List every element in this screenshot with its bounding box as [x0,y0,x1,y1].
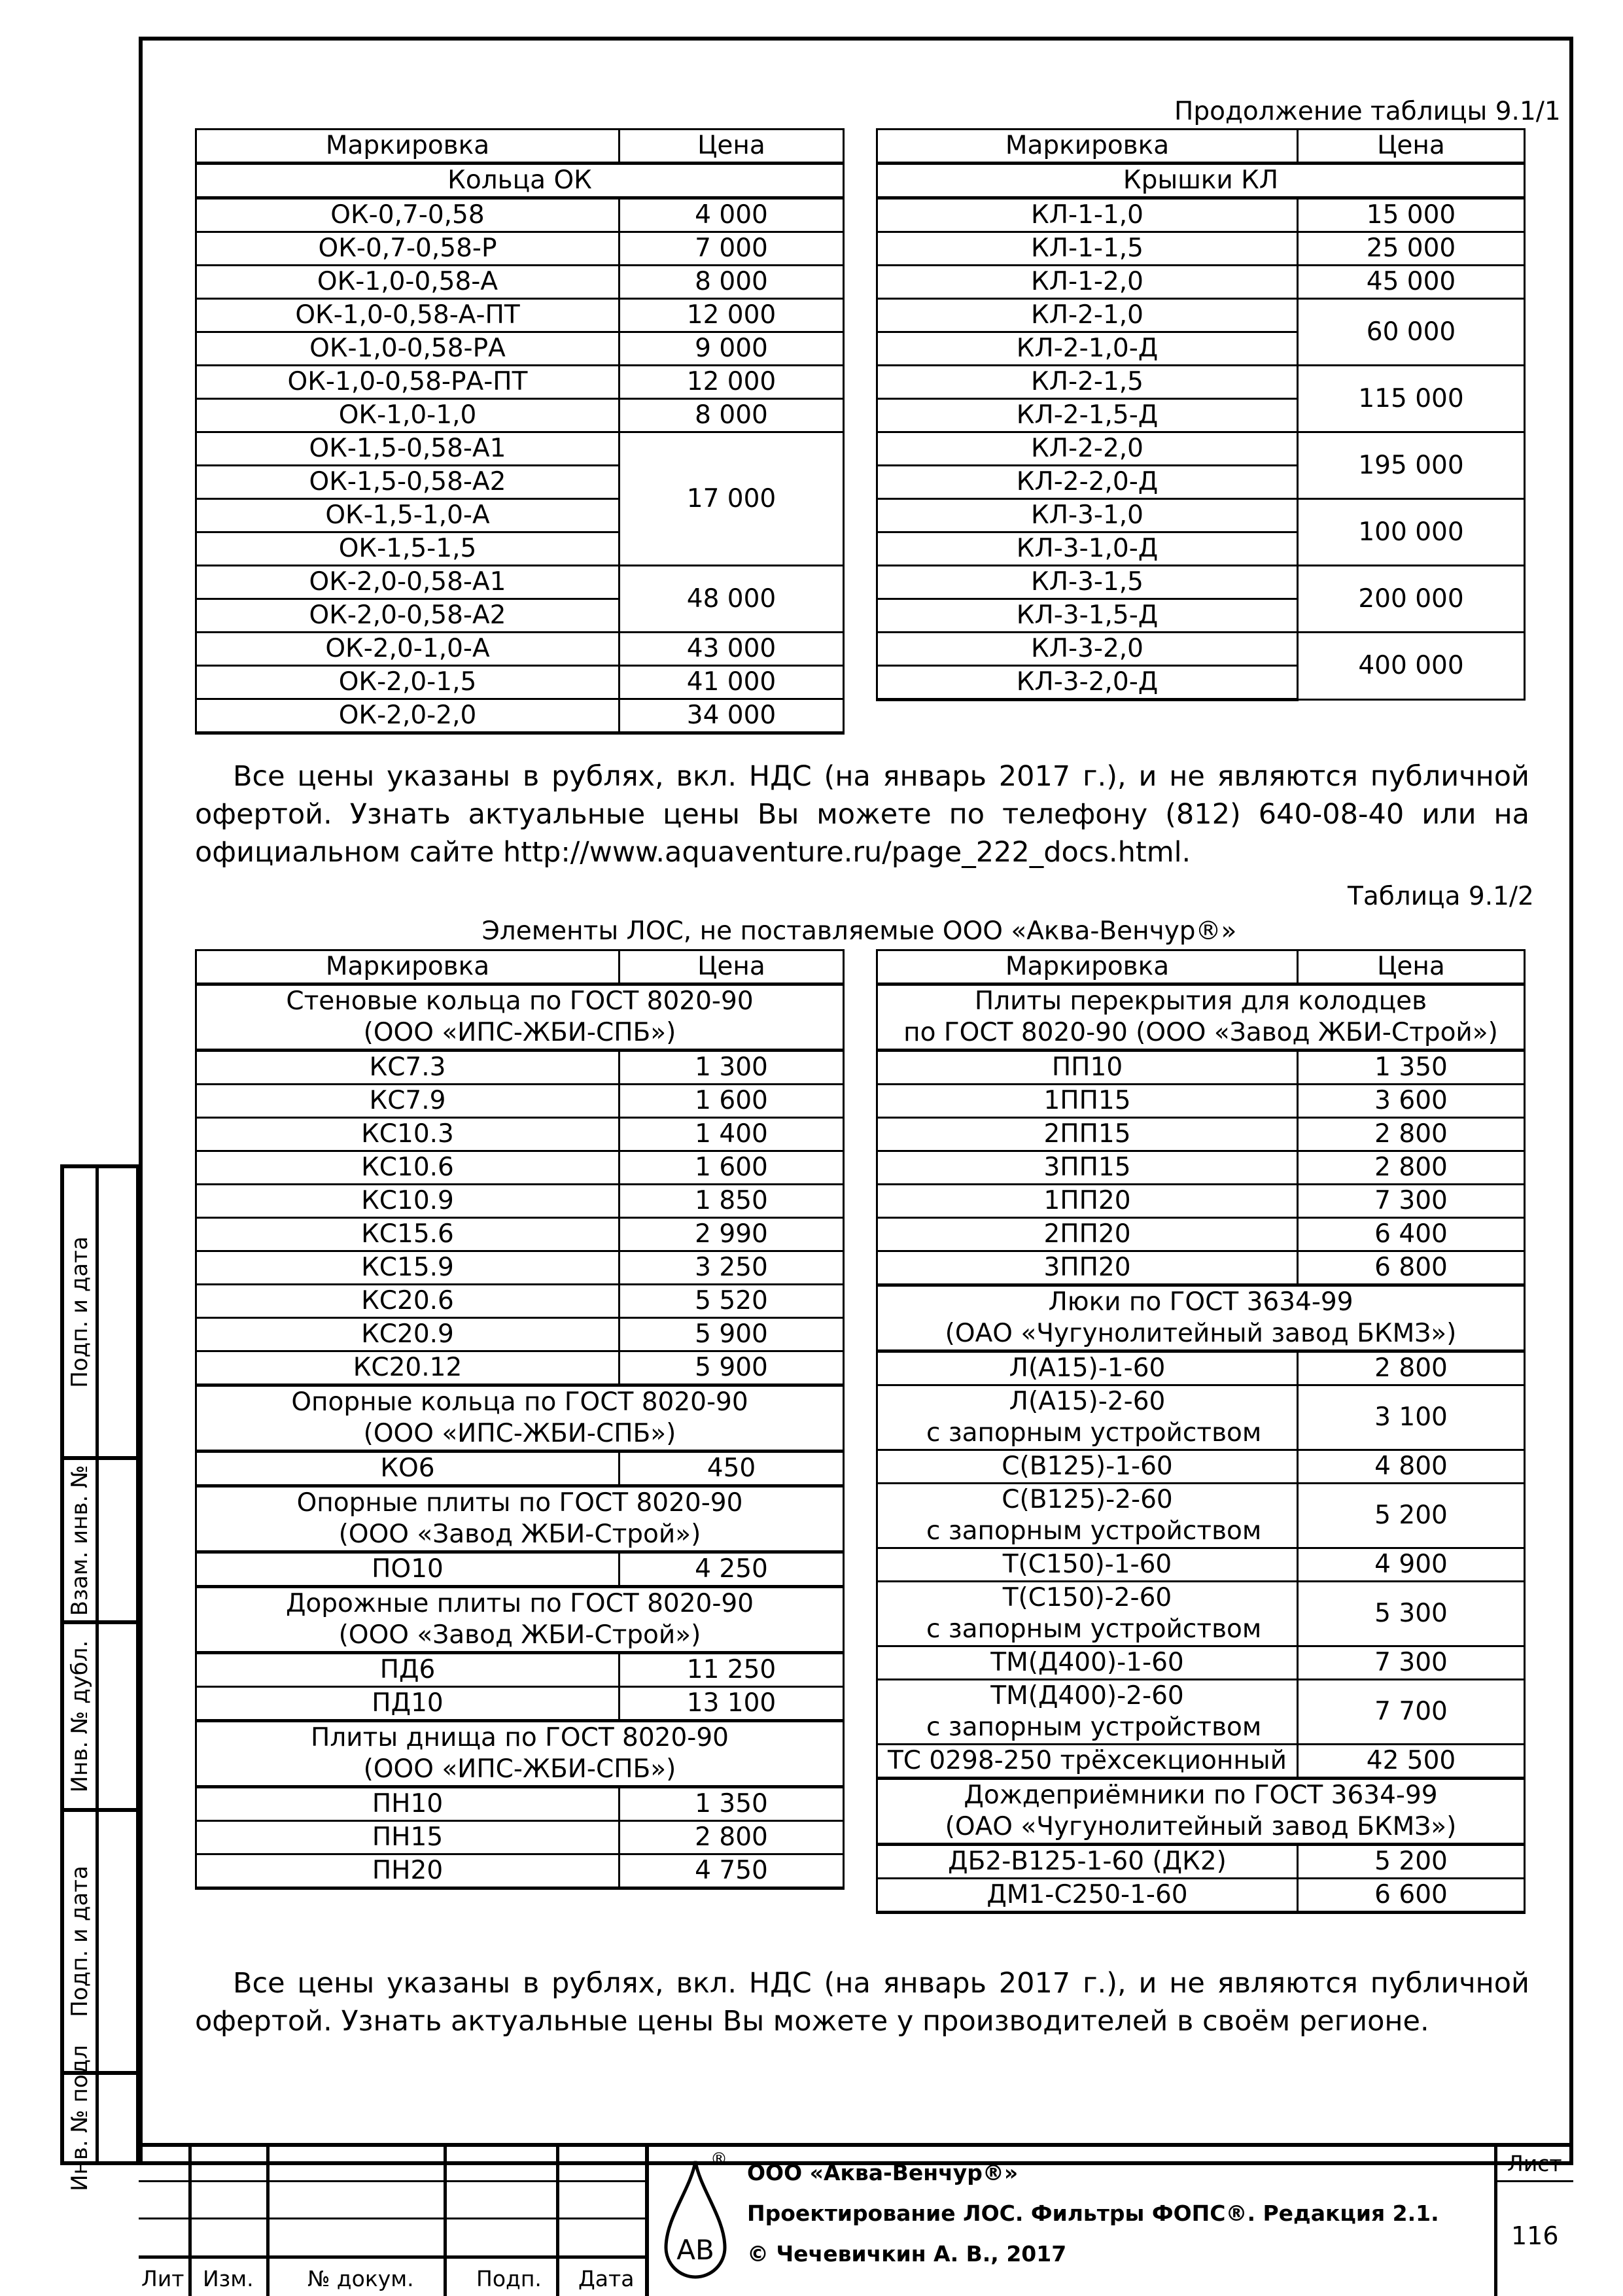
marking-cell: ОК-2,0-1,5 [196,666,620,699]
marking-cell: 3ПП20 [877,1251,1298,1285]
title-block-row-line [139,2255,646,2259]
price-cell: 9 000 [620,332,844,366]
marking-cell: ПП10 [877,1051,1298,1085]
section-row [877,164,1525,198]
side-stamp-sign-date-2 [60,1808,140,2075]
price-cell: 5 300 [1298,1582,1525,1646]
marking-cell: ОК-0,7-0,58 [196,198,620,232]
marking-cell: КС15.9 [196,1251,620,1285]
section-row [196,1486,844,1552]
marking-cell: КЛ-2-2,0 [877,432,1298,466]
header-price: Цена [1298,130,1525,164]
title-block-col-line [1494,2143,1497,2296]
table-row [877,566,1525,599]
price-cell: 25 000 [1298,232,1525,266]
table-row [196,1218,844,1251]
marking-cell: Т(С150)-1-60 [877,1548,1298,1582]
title-block-row-line [1494,2180,1573,2182]
marking-cell: КЛ-2-1,5-Д [877,399,1298,432]
marking-cell: ТС 0298-250 трёхсекционный [877,1745,1298,1779]
side-stamp-label: Инв. № дубл. [67,1640,93,1792]
price-cell: 42 500 [1298,1745,1525,1779]
table-row [877,1745,1525,1779]
price-cell: 8 000 [620,399,844,432]
table-row [877,633,1525,666]
marking-cell: ОК-0,7-0,58-Р [196,232,620,266]
marking-cell: ДМ1-С250-1-60 [877,1879,1298,1913]
marking-cell: КЛ-3-1,0 [877,499,1298,532]
marking-cell: КС20.6 [196,1285,620,1318]
table-row [877,1185,1525,1218]
table-row [877,1151,1525,1185]
section-row [877,984,1525,1051]
table-row [196,1653,844,1687]
side-stamp-sign-date [60,1164,140,1460]
price-cell: 2 800 [1298,1151,1525,1185]
side-stamp-orig-inv [60,2045,140,2191]
title-block-row-line [139,2180,646,2182]
table-row [196,232,844,266]
table-row [196,666,844,699]
table-row [877,366,1525,399]
price-cell: 4 250 [620,1552,844,1587]
table-row [877,499,1525,532]
marking-cell: ТМ(Д400)-1-60 [877,1646,1298,1680]
price-cell: 3 250 [620,1251,844,1285]
marking-cell: ПО10 [196,1552,620,1587]
price-cell: 2 800 [620,1821,844,1854]
marking-cell: ПН15 [196,1821,620,1854]
marking-cell: КЛ-3-1,5 [877,566,1298,599]
table-row [877,1879,1525,1913]
price-cell: 11 250 [620,1653,844,1687]
price-cell: 6 400 [1298,1218,1525,1251]
col-label-doc-number: № докум. [307,2266,414,2291]
marking-cell: КЛ-3-2,0-Д [877,666,1298,700]
table-elements-left [195,949,845,1890]
price-cell: 5 900 [620,1351,844,1385]
marking-cell: КС15.6 [196,1218,620,1251]
table-row [877,198,1525,232]
title-block-col-line [645,2143,649,2296]
price-note-1: Все цены указаны в рублях, вкл. НДС (на январь 2017 г.), и не являются публичной офертой. Узнать актуальные цены Вы можете по телефону (812) 640-08-40 или на официальном сайте http://www.aquaventure.ru/page_222_docs.html. [195,760,1529,869]
title-block-col-line [188,2143,192,2296]
table-continuation-caption: Продолжение таблицы 9.1/1 [1174,97,1561,126]
marking-cell: 2ПП20 [877,1218,1298,1251]
table-row [196,1787,844,1821]
marking-cell: КЛ-3-1,0-Д [877,532,1298,566]
title-block-top-line [139,2143,1573,2147]
marking-cell: КЛ-2-1,5 [877,366,1298,399]
price-cell: 2 990 [620,1218,844,1251]
table-row [196,1854,844,1888]
price-cell: 100 000 [1298,499,1525,566]
table-title: Элементы ЛОС, не поставляемые ООО «Аква-Венчур®» [481,916,1237,946]
side-stamp-label: Подп. и дата [67,1236,93,1388]
marking-cell: Л(А15)-2-60 с запорным устройством [877,1385,1298,1450]
marking-cell: ОК-1,0-0,58-А [196,266,620,299]
table-header-row [196,950,844,984]
marking-cell: С(В125)-2-60 с запорным устройством [877,1484,1298,1548]
marking-cell: ОК-1,0-0,58-А-ПТ [196,299,620,332]
table-row [877,1680,1525,1745]
section-row [196,1721,844,1787]
price-cell: 7 300 [1298,1185,1525,1218]
marking-cell: ОК-2,0-0,58-А2 [196,599,620,633]
table-elements-right [876,949,1526,1914]
price-cell: 60 000 [1298,299,1525,366]
aquaventure-logo-icon [659,2156,731,2287]
price-cell: 12 000 [620,366,844,399]
price-cell: 5 900 [620,1318,844,1351]
sheet-number: 116 [1511,2221,1559,2250]
table-row [196,566,844,599]
table-row [196,1285,844,1318]
price-cell: 4 750 [620,1854,844,1888]
marking-cell: КС7.9 [196,1085,620,1118]
table-row [196,1552,844,1587]
table-row [877,1118,1525,1151]
header-marking: Маркировка [877,950,1298,984]
price-cell: 13 100 [620,1687,844,1721]
price-cell: 4 900 [1298,1548,1525,1582]
price-cell: 115 000 [1298,366,1525,432]
project-title: Проектирование ЛОС. Фильтры ФОПС®. Редакция 2.1. [747,2200,1439,2226]
marking-cell: 3ПП15 [877,1151,1298,1185]
table-row [196,1151,844,1185]
price-cell: 4 800 [1298,1450,1525,1484]
table-row [877,432,1525,466]
section-title: Опорные кольца по ГОСТ 8020-90 (ООО «ИПС-ЖБИ-СПБ») [196,1385,844,1452]
marking-cell: КЛ-3-1,5-Д [877,599,1298,633]
marking-cell: ПД6 [196,1653,620,1687]
price-cell: 48 000 [620,566,844,633]
table-row [877,1051,1525,1085]
side-stamp-dup-inv [60,1620,140,1812]
marking-cell: КЛ-2-2,0-Д [877,466,1298,499]
copyright: © Чечевичкин А. В., 2017 [747,2241,1067,2267]
marking-cell: КЛ-1-1,5 [877,232,1298,266]
table-row [877,1484,1525,1548]
table-row [196,366,844,399]
table-row [877,1385,1525,1450]
table-row [196,332,844,366]
price-cell: 3 600 [1298,1085,1525,1118]
price-cell: 400 000 [1298,633,1525,700]
price-cell: 34 000 [620,699,844,733]
marking-cell: 1ПП20 [877,1185,1298,1218]
table-row [196,1185,844,1218]
section-title: Стеновые кольца по ГОСТ 8020-90 (ООО «ИПС-ЖБИ-СПБ») [196,984,844,1051]
section-title: Кольца ОК [196,164,844,198]
marking-cell: 1ПП15 [877,1085,1298,1118]
marking-cell: ОК-1,5-1,5 [196,532,620,566]
table-row [877,1251,1525,1285]
marking-cell: ПД10 [196,1687,620,1721]
price-cell: 1 350 [620,1787,844,1821]
price-cell: 6 800 [1298,1251,1525,1285]
price-cell: 3 100 [1298,1385,1525,1450]
table-header-row [877,130,1525,164]
side-stamp-label: Взам. инв. № [67,1465,93,1616]
marking-cell: КС7.3 [196,1051,620,1085]
marking-cell: ОК-1,0-0,58-РА-ПТ [196,366,620,399]
table-row [196,299,844,332]
table-covers-kl [876,128,1526,701]
price-cell: 7 000 [620,232,844,266]
marking-cell: ОК-2,0-1,0-А [196,633,620,666]
marking-cell: ТМ(Д400)-2-60 с запорным устройством [877,1680,1298,1745]
price-cell: 5 520 [620,1285,844,1318]
marking-cell: Л(А15)-1-60 [877,1351,1298,1385]
col-label-signature: Подп. [476,2266,542,2291]
table-row [196,266,844,299]
marking-cell: ОК-1,0-1,0 [196,399,620,432]
table-row [877,1646,1525,1680]
price-cell: 5 200 [1298,1484,1525,1548]
price-cell: 15 000 [1298,198,1525,232]
price-cell: 12 000 [620,299,844,332]
table-row [196,1251,844,1285]
table-header-row [877,950,1525,984]
table-row [877,1582,1525,1646]
marking-cell: ОК-1,0-0,58-РА [196,332,620,366]
table-row [196,1085,844,1118]
section-row [196,984,844,1051]
marking-cell: КС10.3 [196,1118,620,1151]
table-row [877,1845,1525,1879]
price-cell: 1 400 [620,1118,844,1151]
marking-cell: КО6 [196,1452,620,1486]
price-cell: 200 000 [1298,566,1525,633]
marking-cell: 2ПП15 [877,1118,1298,1151]
marking-cell: КЛ-2-1,0-Д [877,332,1298,366]
price-cell: 4 000 [620,198,844,232]
price-cell: 7 300 [1298,1646,1525,1680]
marking-cell: ДБ2-В125-1-60 (ДК2) [877,1845,1298,1879]
table-row [877,232,1525,266]
section-title: Дорожные плиты по ГОСТ 8020-90 (ООО «Завод ЖБИ-Строй») [196,1587,844,1653]
marking-cell: ОК-1,5-0,58-А2 [196,466,620,499]
logo-letters: АВ [676,2234,714,2266]
table-row [877,1351,1525,1385]
marking-cell: ОК-1,5-1,0-А [196,499,620,532]
price-cell: 1 850 [620,1185,844,1218]
section-title: Опорные плиты по ГОСТ 8020-90 (ООО «Завод ЖБИ-Строй») [196,1486,844,1552]
section-row [196,1385,844,1452]
marking-cell: КЛ-1-2,0 [877,266,1298,299]
marking-cell: ПН20 [196,1854,620,1888]
price-cell: 6 600 [1298,1879,1525,1913]
table-row [877,1450,1525,1484]
table-row [877,266,1525,299]
table-number: Таблица 9.1/2 [1348,882,1534,911]
table-row [196,1687,844,1721]
marking-cell: КЛ-3-2,0 [877,633,1298,666]
price-cell: 43 000 [620,633,844,666]
section-title: Плиты перекрытия для колодцев по ГОСТ 8020-90 (ООО «Завод ЖБИ-Строй») [877,984,1525,1051]
registered-mark-icon: ® [710,2149,727,2169]
price-cell: 17 000 [620,432,844,566]
col-label-change: Изм. [203,2266,254,2291]
table-row [877,1548,1525,1582]
table-rings-ok [195,128,845,735]
table-row [196,633,844,666]
title-block [139,2143,1573,2296]
table-header-row [196,130,844,164]
table-row [196,1051,844,1085]
section-row [877,1779,1525,1845]
marking-cell: ОК-2,0-2,0 [196,699,620,733]
table-row [196,1318,844,1351]
marking-cell: КЛ-2-1,0 [877,299,1298,332]
price-cell: 5 200 [1298,1845,1525,1879]
header-marking: Маркировка [877,130,1298,164]
price-cell: 450 [620,1452,844,1486]
price-note-2: Все цены указаны в рублях, вкл. НДС (на январь 2017 г.), и не являются публичной офертой. Узнать актуальные цены Вы можете у производителей в своём регионе. [195,1967,1529,2038]
table-row [877,299,1525,332]
marking-cell: ОК-2,0-0,58-А1 [196,566,620,599]
price-cell: 1 600 [620,1085,844,1118]
sheet-label: Лист [1507,2151,1562,2176]
price-cell: 1 350 [1298,1051,1525,1085]
table-row [196,432,844,466]
col-label-date: Дата [578,2266,635,2291]
section-row [196,164,844,198]
title-block-col-line [444,2143,447,2296]
marking-cell: КС20.9 [196,1318,620,1351]
section-title: Крышки КЛ [877,164,1525,198]
marking-cell: КС10.6 [196,1151,620,1185]
marking-cell: С(В125)-1-60 [877,1450,1298,1484]
title-block-col-line [556,2143,559,2296]
price-cell: 1 300 [620,1051,844,1085]
company-name: ООО «Аква-Венчур®» [747,2160,1019,2185]
table-row [877,1085,1525,1118]
table-row [196,399,844,432]
header-marking: Маркировка [196,950,620,984]
price-cell: 2 800 [1298,1351,1525,1385]
marking-cell: КС20.12 [196,1351,620,1385]
table-row [877,1218,1525,1251]
side-stamp-replace-inv [60,1456,140,1624]
price-cell: 7 700 [1298,1680,1525,1745]
section-title: Люки по ГОСТ 3634-99 (ОАО «Чугунолитейный завод БКМЗ») [877,1285,1525,1351]
marking-cell: ПН10 [196,1787,620,1821]
price-cell: 8 000 [620,266,844,299]
header-price: Цена [1298,950,1525,984]
section-row [877,1285,1525,1351]
section-title: Плиты днища по ГОСТ 8020-90 (ООО «ИПС-ЖБИ-СПБ») [196,1721,844,1787]
table-row [196,1118,844,1151]
side-stamp-label: Подп. и дата [67,1866,93,2017]
table-row [196,699,844,733]
header-price: Цена [620,130,844,164]
section-row [196,1587,844,1653]
section-title: Дождеприёмники по ГОСТ 3634-99 (ОАО «Чугунолитейный завод БКМЗ») [877,1779,1525,1845]
price-cell: 1 600 [620,1151,844,1185]
marking-cell: ОК-1,5-0,58-А1 [196,432,620,466]
price-cell: 41 000 [620,666,844,699]
header-price: Цена [620,950,844,984]
table-row [196,1351,844,1385]
table-row [196,198,844,232]
price-cell: 195 000 [1298,432,1525,499]
marking-cell: Т(С150)-2-60 с запорным устройством [877,1582,1298,1646]
title-block-row-line [139,2218,646,2219]
header-marking: Маркировка [196,130,620,164]
marking-cell: КЛ-1-1,0 [877,198,1298,232]
price-cell: 2 800 [1298,1118,1525,1151]
table-row [196,1821,844,1854]
price-cell: 45 000 [1298,266,1525,299]
marking-cell: КС10.9 [196,1185,620,1218]
col-label-lit: Лит [141,2266,184,2291]
title-block-col-line [266,2143,270,2296]
side-stamp-label: Инв. № подл [67,2045,93,2191]
table-row [196,1452,844,1486]
